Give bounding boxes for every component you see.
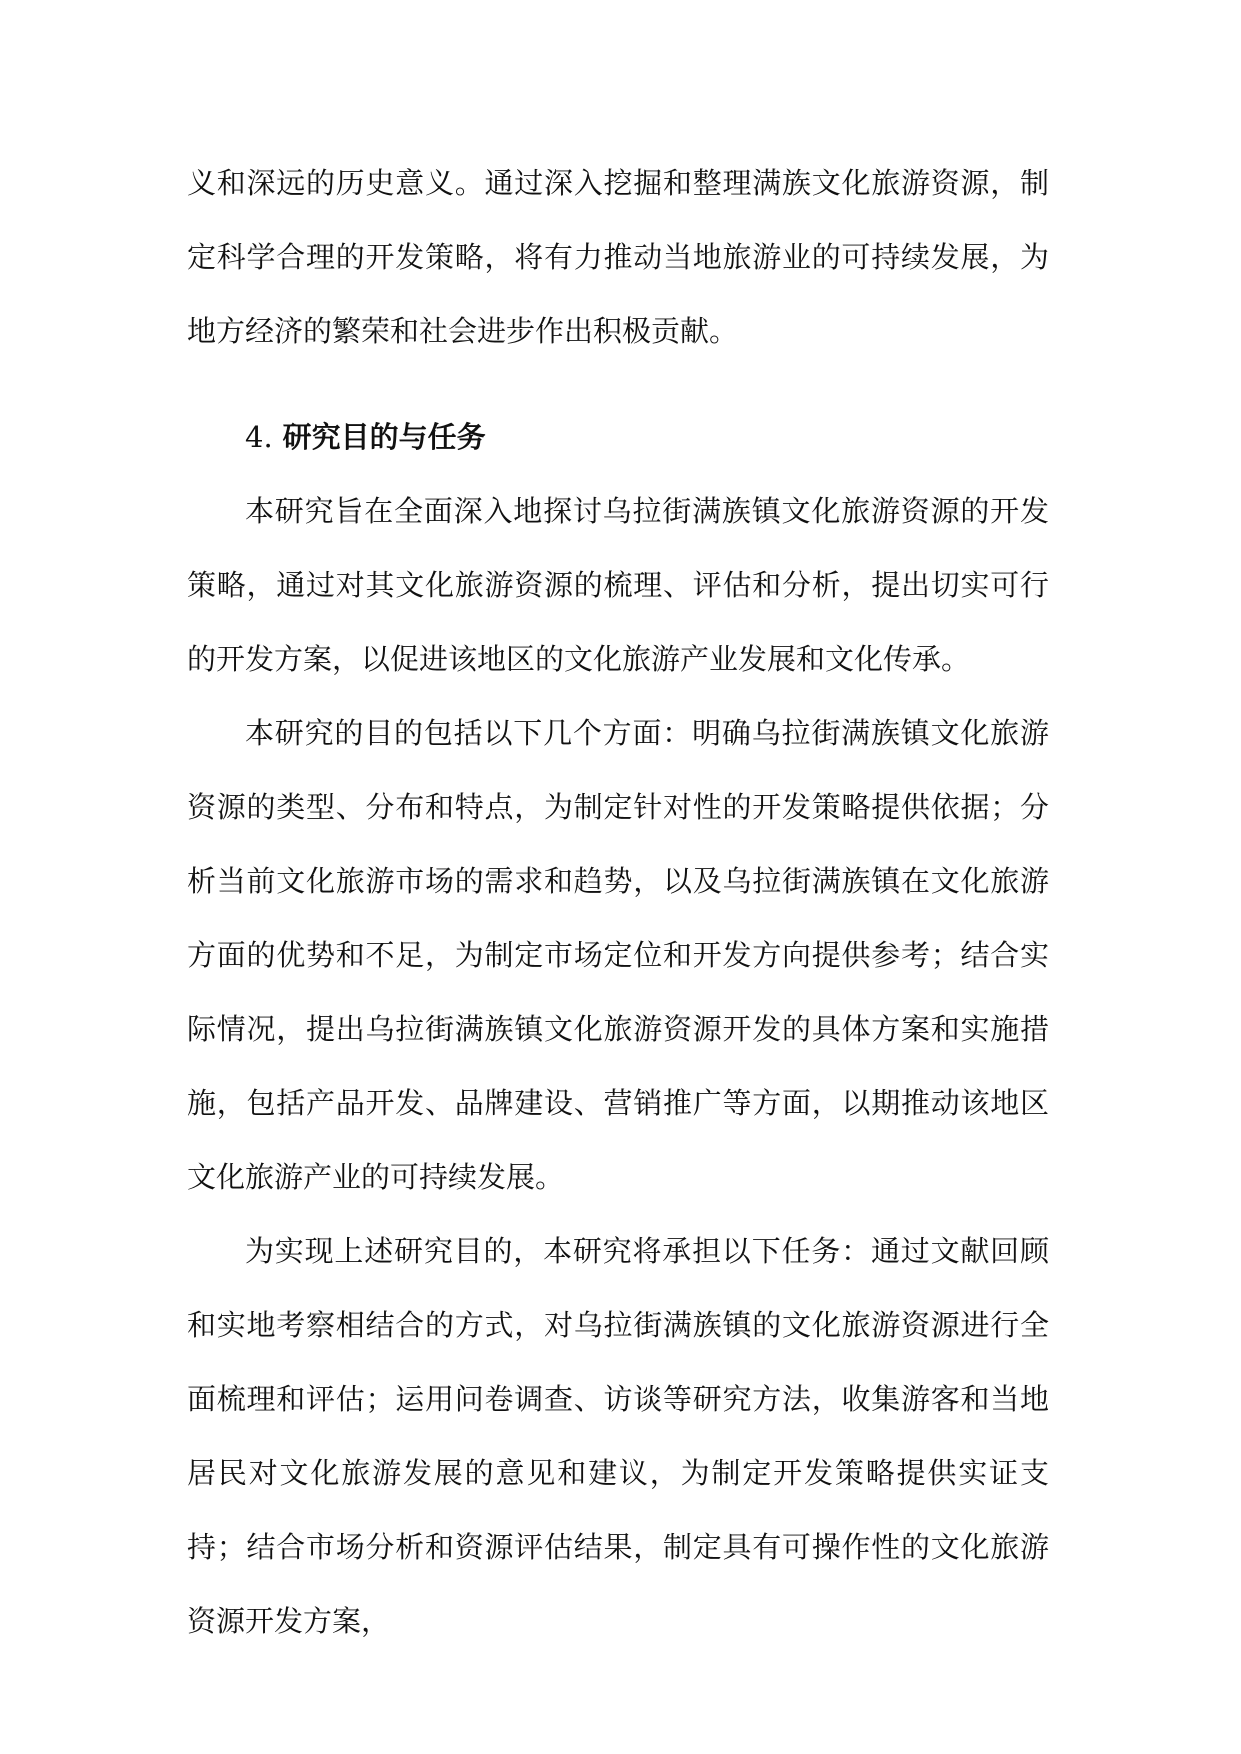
- paragraph-tasks: 为实现上述研究目的，本研究将承担以下任务：通过文献回顾和实地考察相结合的方式，对乌拉街满族镇的文化旅游资源进行全面梳理和评估；运用问卷调查、访谈等研究方法，收集游客和当地居民对文化旅游发展的意见和建议，为制定开发策略提供实证支持；结合市场分析和资源评估结果，制定具有可操作性的文化旅游资源开发方案，: [187, 1234, 1049, 1638]
- section-number: 4.: [245, 420, 273, 454]
- paragraph-overview: 本研究旨在全面深入地探讨乌拉街满族镇文化旅游资源的开发策略，通过对其文化旅游资源的梳理、评估和分析，提出切实可行的开发方案，以促进该地区的文化旅游产业发展和文化传承。: [187, 494, 1049, 676]
- paragraph-objectives: 本研究的目的包括以下几个方面：明确乌拉街满族镇文化旅游资源的类型、分布和特点，为制定针对性的开发策略提供依据；分析当前文化旅游市场的需求和趋势，以及乌拉街满族镇在文化旅游方面的优势和不足，为制定市场定位和开发方向提供参考；结合实际情况，提出乌拉街满族镇文化旅游资源开发的具体方案和实施措施，包括产品开发、品牌建设、营销推广等方面，以期推动该地区文化旅游产业的可持续发展。: [187, 716, 1049, 1194]
- section-heading: [187, 400, 1049, 474]
- document-body: [187, 146, 1049, 1658]
- section-title: 研究目的与任务: [282, 420, 486, 454]
- paragraph-continuation: 义和深远的历史意义。通过深入挖掘和整理满族文化旅游资源，制定科学合理的开发策略，将有力推动当地旅游业的可持续发展，为地方经济的繁荣和社会进步作出积极贡献。: [187, 166, 1049, 348]
